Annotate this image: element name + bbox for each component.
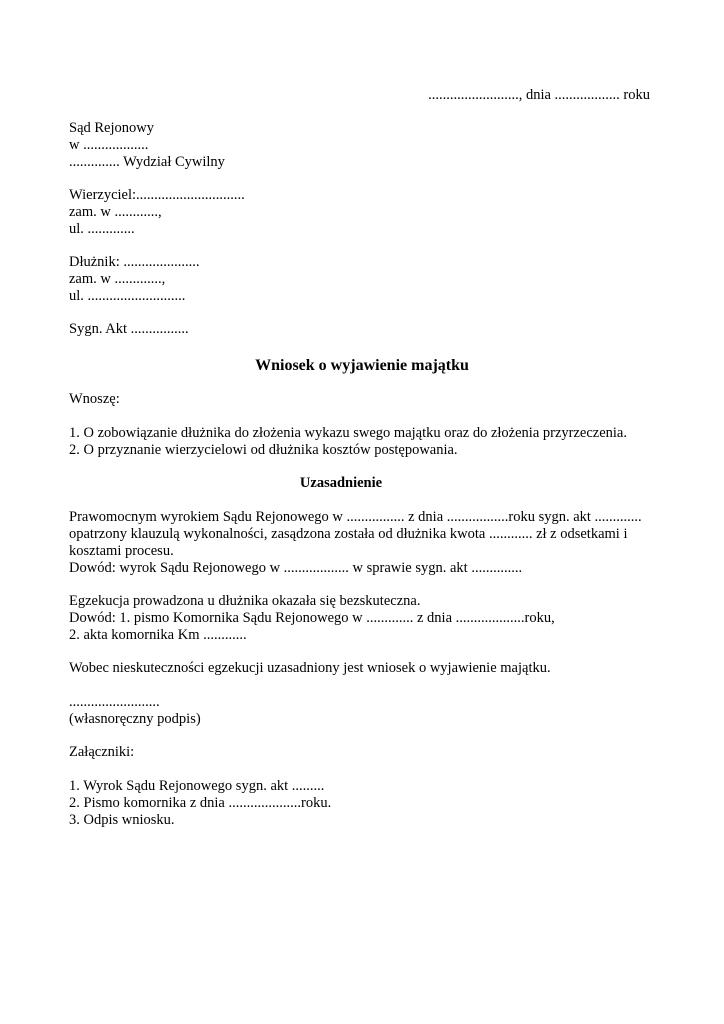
court-location: w .................. [69, 137, 149, 153]
place-date-line: ........................., dnia .................. roku [428, 87, 650, 103]
justification-evidence-2: Dowód: 1. pismo Komornika Sądu Rejonowego w ............. z dnia ...................roku, [69, 610, 555, 626]
justification-heading: Uzasadnienie [299, 475, 383, 491]
signature-label: (własnoręczny podpis) [69, 711, 201, 727]
justification-evidence-1: Dowód: wyrok Sądu Rejonowego w .................. w sprawie sygn. akt .............. [69, 560, 523, 576]
creditor-name: Wierzyciel:.............................. [69, 187, 245, 203]
justification-evidence-3: 2. akta komornika Km ............ [69, 627, 247, 643]
court-division: .............. Wydział Cywilny [69, 154, 225, 170]
case-reference: Sygn. Akt ................ [69, 321, 189, 337]
debtor-name: Dłużnik: ..................... [69, 254, 200, 270]
request-item-2: 2. O przyznanie wierzycielowi od dłużnika kosztów postępowania. [69, 442, 458, 458]
debtor-street: ul. ........................... [69, 288, 186, 304]
justification-p2-line1: Egzekucja prowadzona u dłużnika okazała się bezskuteczna. [69, 593, 421, 609]
court-name: Sąd Rejonowy [69, 120, 154, 136]
creditor-street: ul. ............. [69, 221, 135, 237]
attachment-item-1: 1. Wyrok Sądu Rejonowego sygn. akt ......... [69, 778, 325, 794]
request-item-1: 1. O zobowiązanie dłużnika do złożenia wykazu swego majątku oraz do złożenia przyrzeczenia. [69, 425, 627, 441]
attachments-heading: Załączniki: [69, 744, 135, 760]
justification-p1-line2: opatrzony klauzulą wykonalności, zasądzona została od dłużnika kwota ............ zł z odsetkami i [69, 526, 628, 542]
creditor-residence: zam. w ............, [69, 204, 162, 220]
request-intro: Wnoszę: [69, 391, 120, 407]
justification-conclusion: Wobec nieskuteczności egzekucji uzasadniony jest wniosek o wyjawienie majątku. [69, 660, 551, 676]
document-title: Wniosek o wyjawienie majątku [255, 357, 469, 374]
attachment-item-2: 2. Pismo komornika z dnia ....................roku. [69, 795, 332, 811]
attachment-item-3: 3. Odpis wniosku. [69, 812, 175, 828]
justification-p1-line3: kosztami procesu. [69, 543, 174, 559]
debtor-residence: zam. w ............., [69, 271, 166, 287]
signature-dots: ......................... [69, 694, 160, 710]
justification-p1-line1: Prawomocnym wyrokiem Sądu Rejonowego w ................ z dnia .................roku sygn. akt ............. [69, 509, 642, 525]
